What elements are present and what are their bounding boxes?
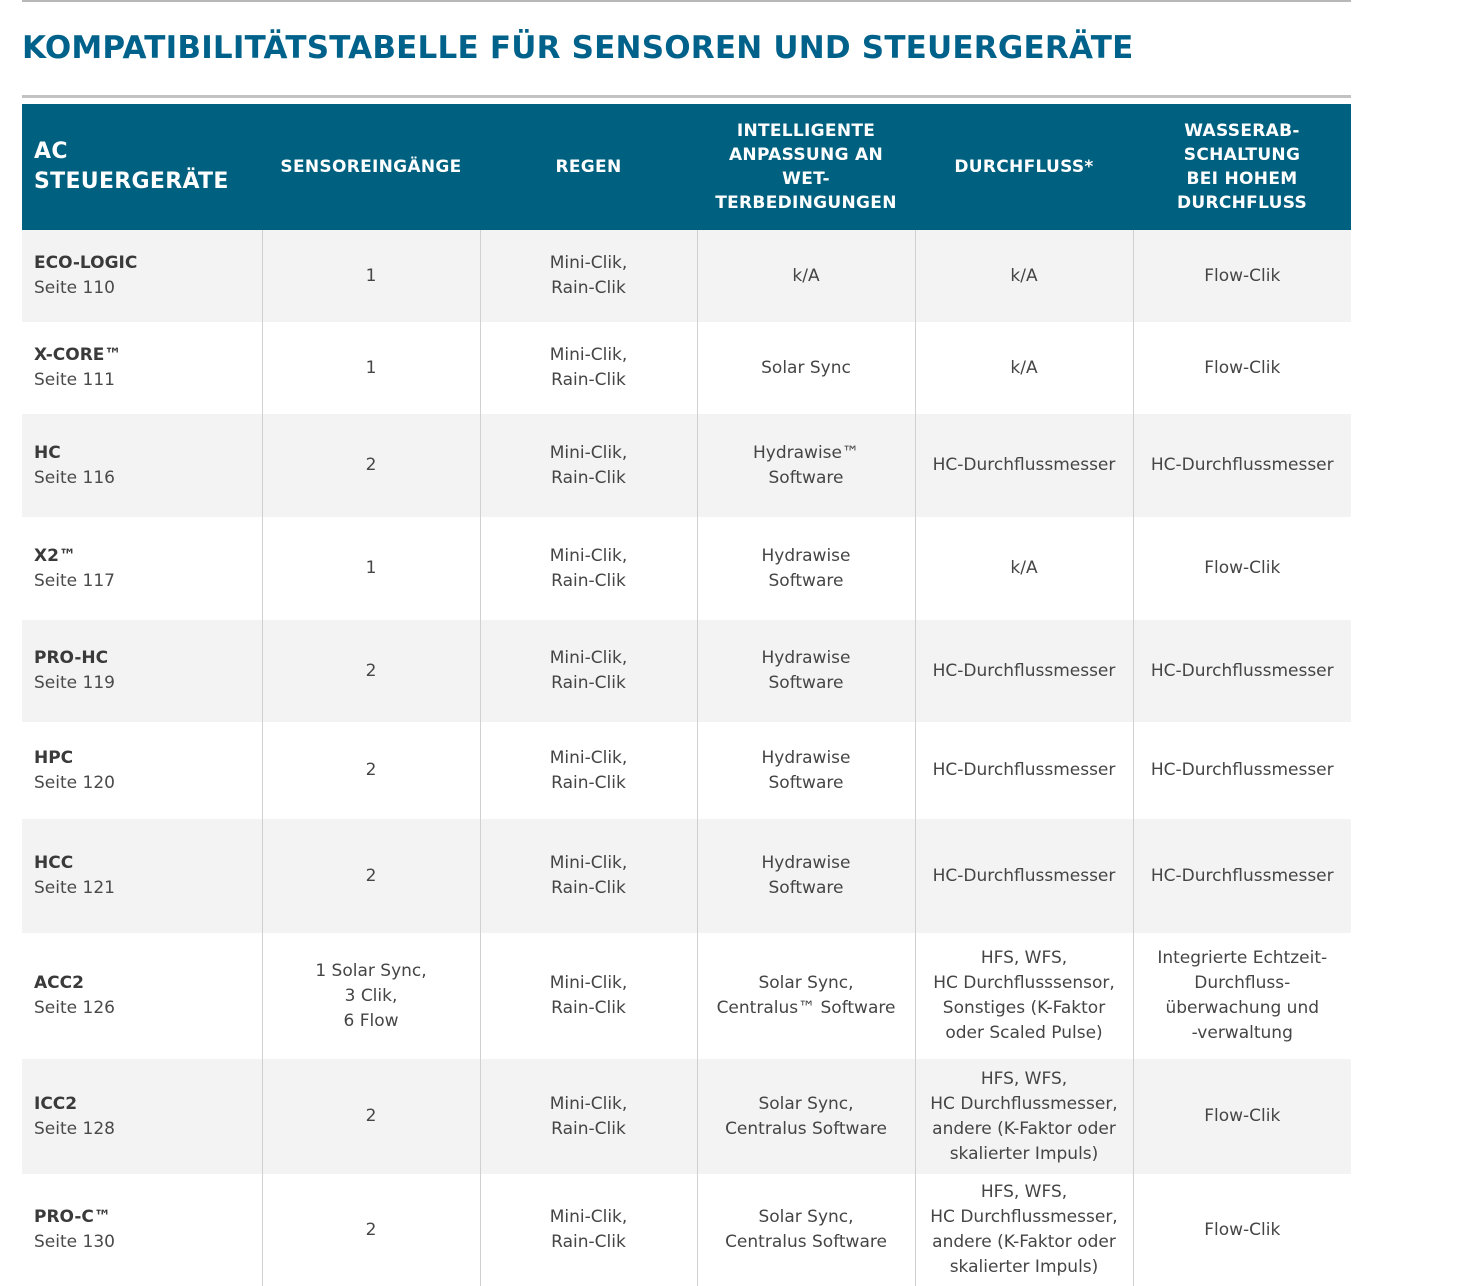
high-flow-shutoff-cell: Flow-Clik <box>1133 517 1351 620</box>
controller-page: Seite 128 <box>34 1118 115 1139</box>
rain-cell: Mini-Clik, Rain-Clik <box>480 517 697 620</box>
flow-cell: k/A <box>915 517 1133 620</box>
controller-page: Seite 111 <box>34 370 115 390</box>
sensor-inputs-cell: 2 <box>262 819 480 933</box>
header-controllers: AC STEUERGERÄTE <box>22 104 262 230</box>
controller-name: PRO-C™ <box>34 1207 111 1227</box>
smart-weather-cell: Solar Sync, Centralus Software <box>697 1059 915 1174</box>
flow-cell: HC-Durchflussmesser <box>915 414 1133 517</box>
page-title: KOMPATIBILITÄTSTABELLE FÜR SENSOREN UND STEUERGERÄTE <box>22 30 1134 66</box>
flow-cell: HC-Durchflussmesser <box>915 819 1133 933</box>
sensor-inputs-cell: 2 <box>262 414 480 517</box>
controller-page: Seite 110 <box>34 278 115 298</box>
controller-cell <box>22 722 262 819</box>
table-row <box>22 230 1351 322</box>
sensor-inputs-cell: 1 Solar Sync, 3 Clik, 6 Flow <box>262 933 480 1059</box>
flow-cell: HC-Durchflussmesser <box>915 620 1133 722</box>
controller-name: HCC <box>34 853 74 873</box>
high-flow-shutoff-cell: HC-Durchflussmesser <box>1133 620 1351 722</box>
smart-weather-cell: k/A <box>697 230 915 322</box>
sensor-inputs-cell: 2 <box>262 1059 480 1174</box>
table-row <box>22 819 1351 933</box>
controller-page: Seite 117 <box>34 570 115 591</box>
flow-cell: k/A <box>915 230 1133 322</box>
controller-cell <box>22 322 262 414</box>
flow-cell: k/A <box>915 322 1133 414</box>
smart-weather-cell: Hydrawise™ Software <box>697 414 915 517</box>
sensor-inputs-cell: 1 <box>262 517 480 620</box>
controller-page: Seite 116 <box>34 467 115 488</box>
table-row <box>22 414 1351 517</box>
high-flow-shutoff-cell: HC-Durchflussmesser <box>1133 722 1351 819</box>
controller-cell <box>22 933 262 1059</box>
title-divider <box>22 95 1351 98</box>
controller-name: X-CORE™ <box>34 345 122 365</box>
controller-cell <box>22 1059 262 1174</box>
header-smart-weather: INTELLIGENTE ANPASSUNG AN WET- TERBEDINGUNGEN <box>697 104 915 230</box>
table-row <box>22 722 1351 819</box>
high-flow-shutoff-cell: HC-Durchflussmesser <box>1133 819 1351 933</box>
high-flow-shutoff-cell: Flow-Clik <box>1133 230 1351 322</box>
sensor-inputs-cell: 1 <box>262 322 480 414</box>
high-flow-shutoff-cell: Flow-Clik <box>1133 322 1351 414</box>
table-row <box>22 1174 1351 1286</box>
smart-weather-cell: Solar Sync, Centralus™ Software <box>697 933 915 1059</box>
smart-weather-cell: Hydrawise Software <box>697 819 915 933</box>
controller-cell <box>22 517 262 620</box>
flow-cell: HFS, WFS, HC Durchflussmesser, andere (K-Faktor oder skalierter Impuls) <box>915 1059 1133 1174</box>
smart-weather-cell: Hydrawise Software <box>697 722 915 819</box>
controller-name: PRO-HC <box>34 648 109 668</box>
high-flow-shutoff-cell: Flow-Clik <box>1133 1059 1351 1174</box>
controller-cell <box>22 230 262 322</box>
rain-cell: Mini-Clik, Rain-Clik <box>480 620 697 722</box>
controller-name: ICC2 <box>34 1093 78 1114</box>
header-sensor-inputs: SENSOREINGÄNGE <box>262 104 480 230</box>
controller-name: HC <box>34 442 61 463</box>
header-rain: REGEN <box>480 104 697 230</box>
rain-cell: Mini-Clik, Rain-Clik <box>480 230 697 322</box>
smart-weather-cell: Hydrawise Software <box>697 517 915 620</box>
smart-weather-cell: Hydrawise Software <box>697 620 915 722</box>
controller-page: Seite 130 <box>34 1232 115 1252</box>
flow-cell: HC-Durchflussmesser <box>915 722 1133 819</box>
rain-cell: Mini-Clik, Rain-Clik <box>480 1174 697 1286</box>
sensor-inputs-cell: 2 <box>262 620 480 722</box>
controller-page: Seite 119 <box>34 673 115 693</box>
controller-name: ACC2 <box>34 973 84 993</box>
controller-name: ECO-LOGIC <box>34 253 138 273</box>
high-flow-shutoff-cell: Integrierte Echtzeit- Durchfluss- überwachung und -verwaltung <box>1133 933 1351 1059</box>
sensor-inputs-cell: 2 <box>262 1174 480 1286</box>
controller-cell <box>22 414 262 517</box>
controller-page: Seite 121 <box>34 878 115 898</box>
controller-page: Seite 126 <box>34 998 115 1018</box>
flow-cell: HFS, WFS, HC Durchflusssensor, Sonstiges (K-Faktor oder Scaled Pulse) <box>915 933 1133 1059</box>
header-high-flow-shutoff: WASSERAB- SCHALTUNG BEI HOHEM DURCHFLUSS <box>1133 104 1351 230</box>
rain-cell: Mini-Clik, Rain-Clik <box>480 414 697 517</box>
table-row <box>22 933 1351 1059</box>
sensor-inputs-cell: 1 <box>262 230 480 322</box>
rain-cell: Mini-Clik, Rain-Clik <box>480 1059 697 1174</box>
smart-weather-cell: Solar Sync <box>697 322 915 414</box>
rain-cell: Mini-Clik, Rain-Clik <box>480 933 697 1059</box>
controller-cell <box>22 1174 262 1286</box>
high-flow-shutoff-cell: HC-Durchflussmesser <box>1133 414 1351 517</box>
rain-cell: Mini-Clik, Rain-Clik <box>480 722 697 819</box>
rain-cell: Mini-Clik, Rain-Clik <box>480 322 697 414</box>
controller-page: Seite 120 <box>34 772 115 793</box>
table-row <box>22 620 1351 722</box>
high-flow-shutoff-cell: Flow-Clik <box>1133 1174 1351 1286</box>
compatibility-table <box>22 104 1351 1286</box>
controller-name: X2™ <box>34 545 76 566</box>
table-row <box>22 1059 1351 1174</box>
rain-cell: Mini-Clik, Rain-Clik <box>480 819 697 933</box>
header-flow: DURCHFLUSS* <box>915 104 1133 230</box>
flow-cell: HFS, WFS, HC Durchflussmesser, andere (K-Faktor oder skalierter Impuls) <box>915 1174 1133 1286</box>
table-row <box>22 517 1351 620</box>
controller-cell <box>22 620 262 722</box>
header-row <box>22 104 1351 230</box>
sensor-inputs-cell: 2 <box>262 722 480 819</box>
top-border <box>22 0 1351 2</box>
smart-weather-cell: Solar Sync, Centralus Software <box>697 1174 915 1286</box>
table-row <box>22 322 1351 414</box>
controller-cell <box>22 819 262 933</box>
controller-name: HPC <box>34 747 74 768</box>
